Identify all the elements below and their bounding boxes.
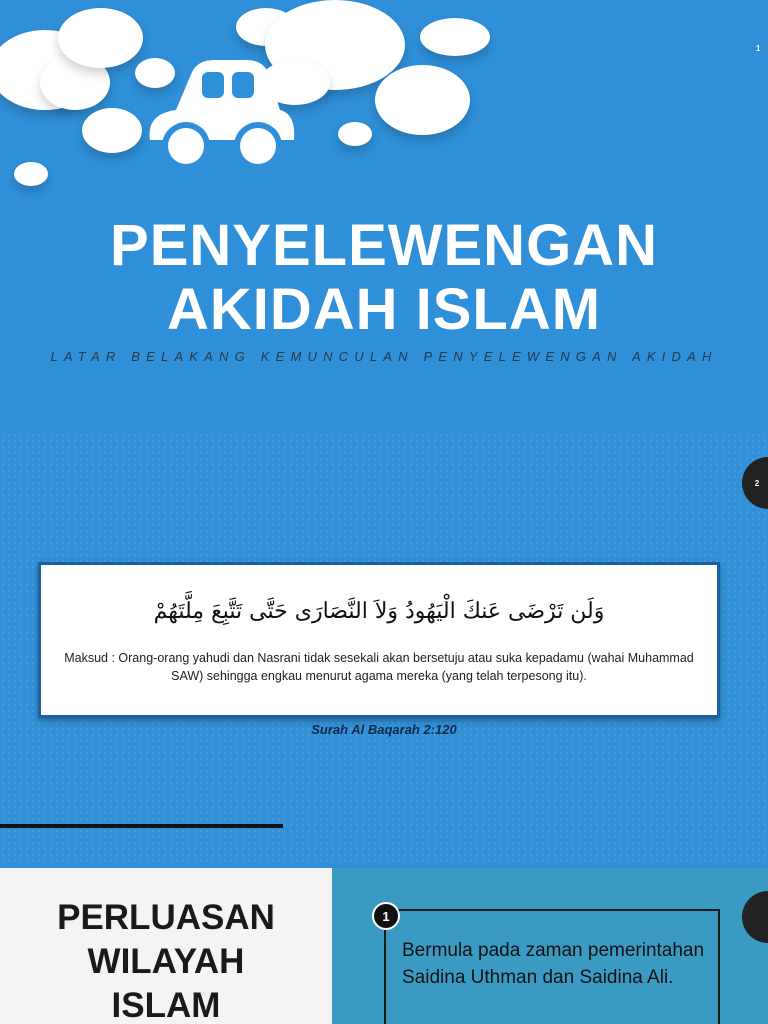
arabic-verse: وَلَن تَرْضَى عَنكَ الْيَهُودُ وَلاَ النَّصَارَى حَتَّى تَتَّبِعَ مِلَّتَهُمْ xyxy=(153,599,605,624)
verse-box xyxy=(38,562,720,718)
title-line-1: PENYELEWENGAN xyxy=(110,213,658,278)
slide-number: 2 xyxy=(754,478,760,488)
title-line-2: AKIDAH ISLAM xyxy=(166,277,602,342)
title-slide xyxy=(0,0,768,432)
heading-line-2: WILAYAH xyxy=(87,942,245,981)
slide-number: 1 xyxy=(756,44,761,53)
verse-slide xyxy=(0,432,768,864)
content-slide xyxy=(0,864,768,1024)
verse-meaning: Maksud : Orang-orang yahudi dan Nasrani tidak sesekali akan bersetuju atau suka kepadamu (wahai Muhammad SAW) sehingga engkau menurut agama mereka (yang telah terpesong itu). xyxy=(64,651,694,683)
point-number-badge: 1 xyxy=(372,902,400,930)
section-heading xyxy=(0,896,332,1024)
car-illustration xyxy=(140,52,300,172)
subtitle: LATAR BELAKANG KEMUNCULAN PENYELEWENGAN AKIDAH xyxy=(50,349,718,364)
heading-line-3: ISLAM xyxy=(111,986,221,1024)
point-card xyxy=(384,909,720,1024)
point-text: Bermula pada zaman pemerintahan Saidina Uthman dan Saidina Ali. xyxy=(402,940,705,988)
slide-number-badge xyxy=(742,457,768,509)
heading-line-1: PERLUASAN xyxy=(57,898,275,937)
verse-source: Surah Al Baqarah 2:120 xyxy=(311,722,457,737)
left-panel xyxy=(0,868,332,1024)
divider-line xyxy=(0,824,283,828)
